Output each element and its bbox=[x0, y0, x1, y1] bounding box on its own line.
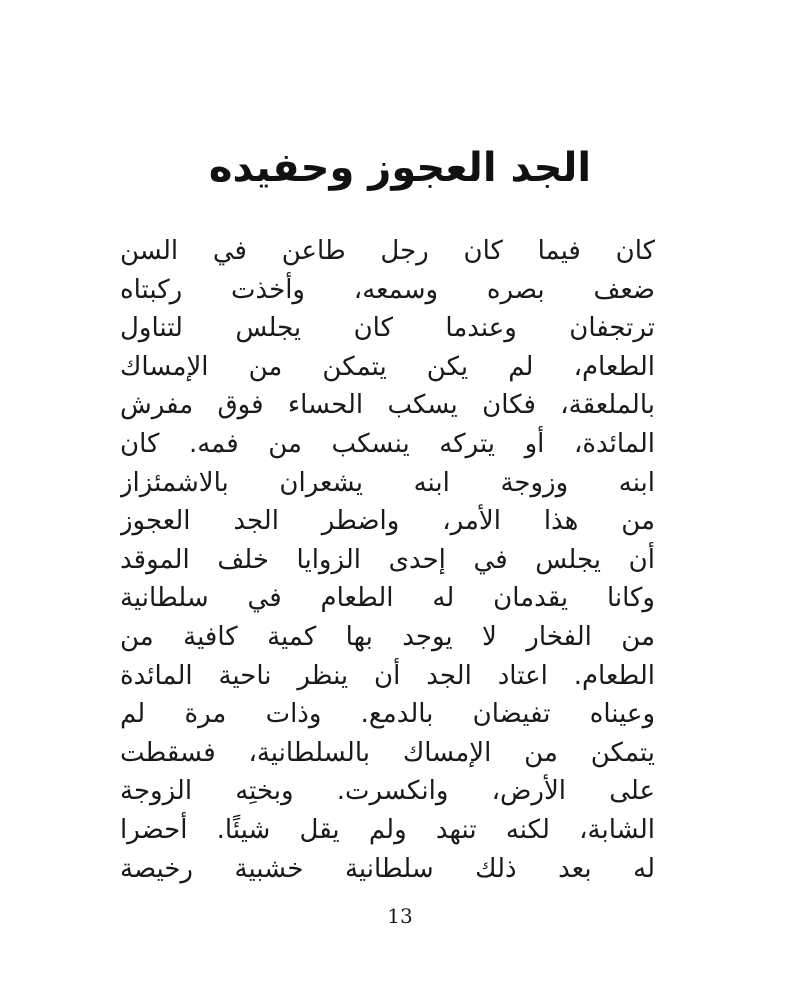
text-line: أن يجلس في إحدى الزوايا خلف الموقد bbox=[120, 544, 655, 575]
text-line: على الأرض، وانكسرت. وبختِه الزوجة bbox=[120, 776, 655, 807]
text-line: بالملعقة، فكان يسكب الحساء فوق مفرش bbox=[120, 390, 655, 421]
text-line: ضعف بصره وسمعه، وأخذت ركبتاه bbox=[120, 274, 655, 305]
text-line: الطعام، لم يكن يتمكن من الإمساك bbox=[120, 351, 655, 382]
text-line: وكانا يقدمان له الطعام في سلطانية bbox=[120, 583, 655, 614]
text-line: ابنه وزوجة ابنه يشعران بالاشمئزاز bbox=[120, 467, 655, 498]
page-number: 13 bbox=[387, 904, 413, 928]
story-body bbox=[120, 232, 655, 888]
text-line: وعيناه تفيضان بالدمع. وذات مرة لم bbox=[120, 699, 655, 730]
text-line: المائدة، أو يتركه ينسكب من فمه. كان bbox=[120, 428, 655, 459]
text-line: كان فيما كان رجل طاعن في السن bbox=[120, 236, 655, 266]
story-title: الجد العجوز وحفيده bbox=[208, 145, 592, 191]
text-line: من الفخار لا يوجد بها كمية كافية من bbox=[120, 621, 655, 652]
text-line: الطعام. اعتاد الجد أن ينظر ناحية المائدة bbox=[120, 660, 655, 691]
text-line: ترتجفان وعندما كان يجلس لتناول bbox=[120, 313, 655, 344]
text-line: يتمكن من الإمساك بالسلطانية، فسقطت bbox=[120, 737, 655, 768]
text-line: له بعد ذلك سلطانية خشبية رخيصة bbox=[120, 853, 655, 884]
text-line: من هذا الأمر، واضطر الجد العجوز bbox=[120, 506, 655, 537]
text-line: الشابة، لكنه تنهد ولم يقل شيئًا. أحضرا bbox=[120, 814, 655, 845]
